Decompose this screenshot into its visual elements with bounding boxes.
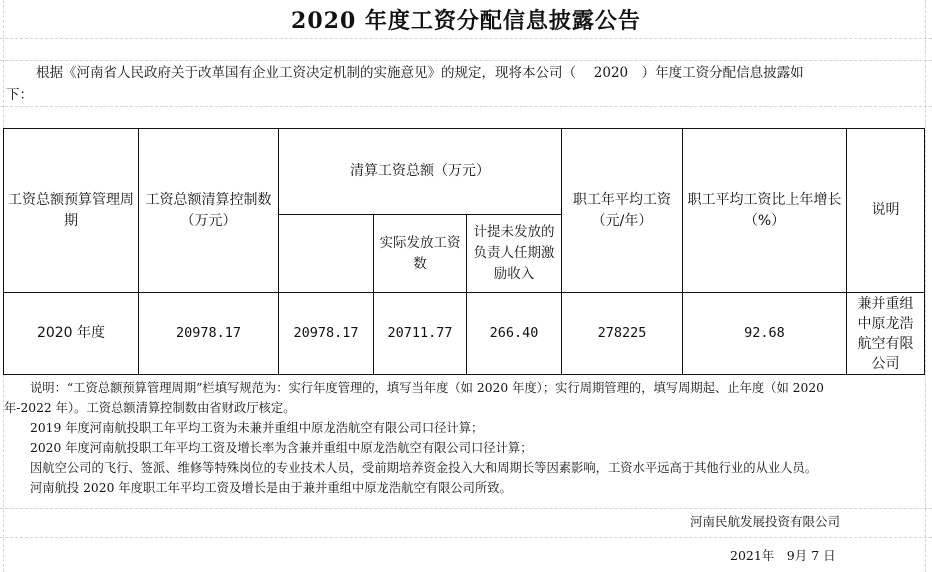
cell-note: 兼并重组中原龙浩航空有限公司 bbox=[847, 293, 925, 375]
intro-text-1: 根据《河南省人民政府关于改革国有企业工资决定机制的实施意见》的规定，现将本公司（ 2020 ）年度工资分配信息披露如 bbox=[36, 65, 804, 81]
note-line: 年-2022 年）。工资总额清算控制数由省财政厅核定。 bbox=[4, 401, 296, 415]
intro-line-2: 下： bbox=[6, 87, 33, 103]
intro-line-1 bbox=[6, 62, 932, 84]
cell-control-amount: 20978.17 bbox=[139, 293, 279, 375]
wage-disclosure-table bbox=[3, 128, 925, 375]
header-control-amount: 工资总额清算控制数（万元） bbox=[139, 129, 279, 293]
header-wage-growth: 职工平均工资比上年增长（%） bbox=[683, 129, 847, 293]
intro-paragraph bbox=[6, 62, 932, 106]
signature-company: 河南民航发展投资有限公司 bbox=[690, 514, 841, 529]
cell-wage-growth: 92.68 bbox=[683, 293, 847, 375]
note-line: 2020 年度河南航投职工年平均工资及增长率为含兼并重组中原龙浩航空有限公司口径计算； bbox=[30, 441, 533, 455]
header-settlement-total: 清算工资总额（万元） bbox=[279, 129, 562, 215]
cell-average-wage: 278225 bbox=[562, 293, 683, 375]
cell-period: 2020 年度 bbox=[4, 293, 139, 375]
header-average-wage: 职工年平均工资（元/年） bbox=[562, 129, 683, 293]
notes-block bbox=[4, 378, 930, 498]
page-title: 2020 年度工资分配信息披露公告 bbox=[291, 8, 641, 34]
header-period: 工资总额预算管理周期 bbox=[4, 129, 139, 293]
header-note: 说明 bbox=[847, 129, 925, 293]
note-line: 2019 年度河南航投职工年平均工资为未兼并重组中原龙浩航空有限公司口径计算； bbox=[30, 421, 484, 435]
cell-accrued-incentive: 266.40 bbox=[467, 293, 562, 375]
cell-settlement-total: 20978.17 bbox=[279, 293, 374, 375]
cell-actual-paid: 20711.77 bbox=[374, 293, 467, 375]
note-line: 河南航投 2020 年度职工年平均工资及增长是由于兼并重组中原龙浩航空有限公司所致。 bbox=[30, 481, 512, 495]
header-blank bbox=[279, 215, 374, 293]
note-line: 说明：“工资总额预算管理周期”栏填写规范为：实行年度管理的，填写当年度（如 2020 年度）；实行周期管理的，填写周期起、止年度（如 2020 bbox=[30, 381, 824, 395]
header-actual-paid: 实际发放工资数 bbox=[374, 215, 467, 293]
signature-date: 2021年 9月 7 日 bbox=[730, 548, 836, 563]
header-accrued-incentive: 计提未发放的负责人任期激励收入 bbox=[467, 215, 562, 293]
note-line: 因航空公司的飞行、签派、维修等特殊岗位的专业技术人员，受前期培养资金投入大和周期长等因素影响，工资水平远高于其他行业的从业人员。 bbox=[30, 461, 818, 475]
